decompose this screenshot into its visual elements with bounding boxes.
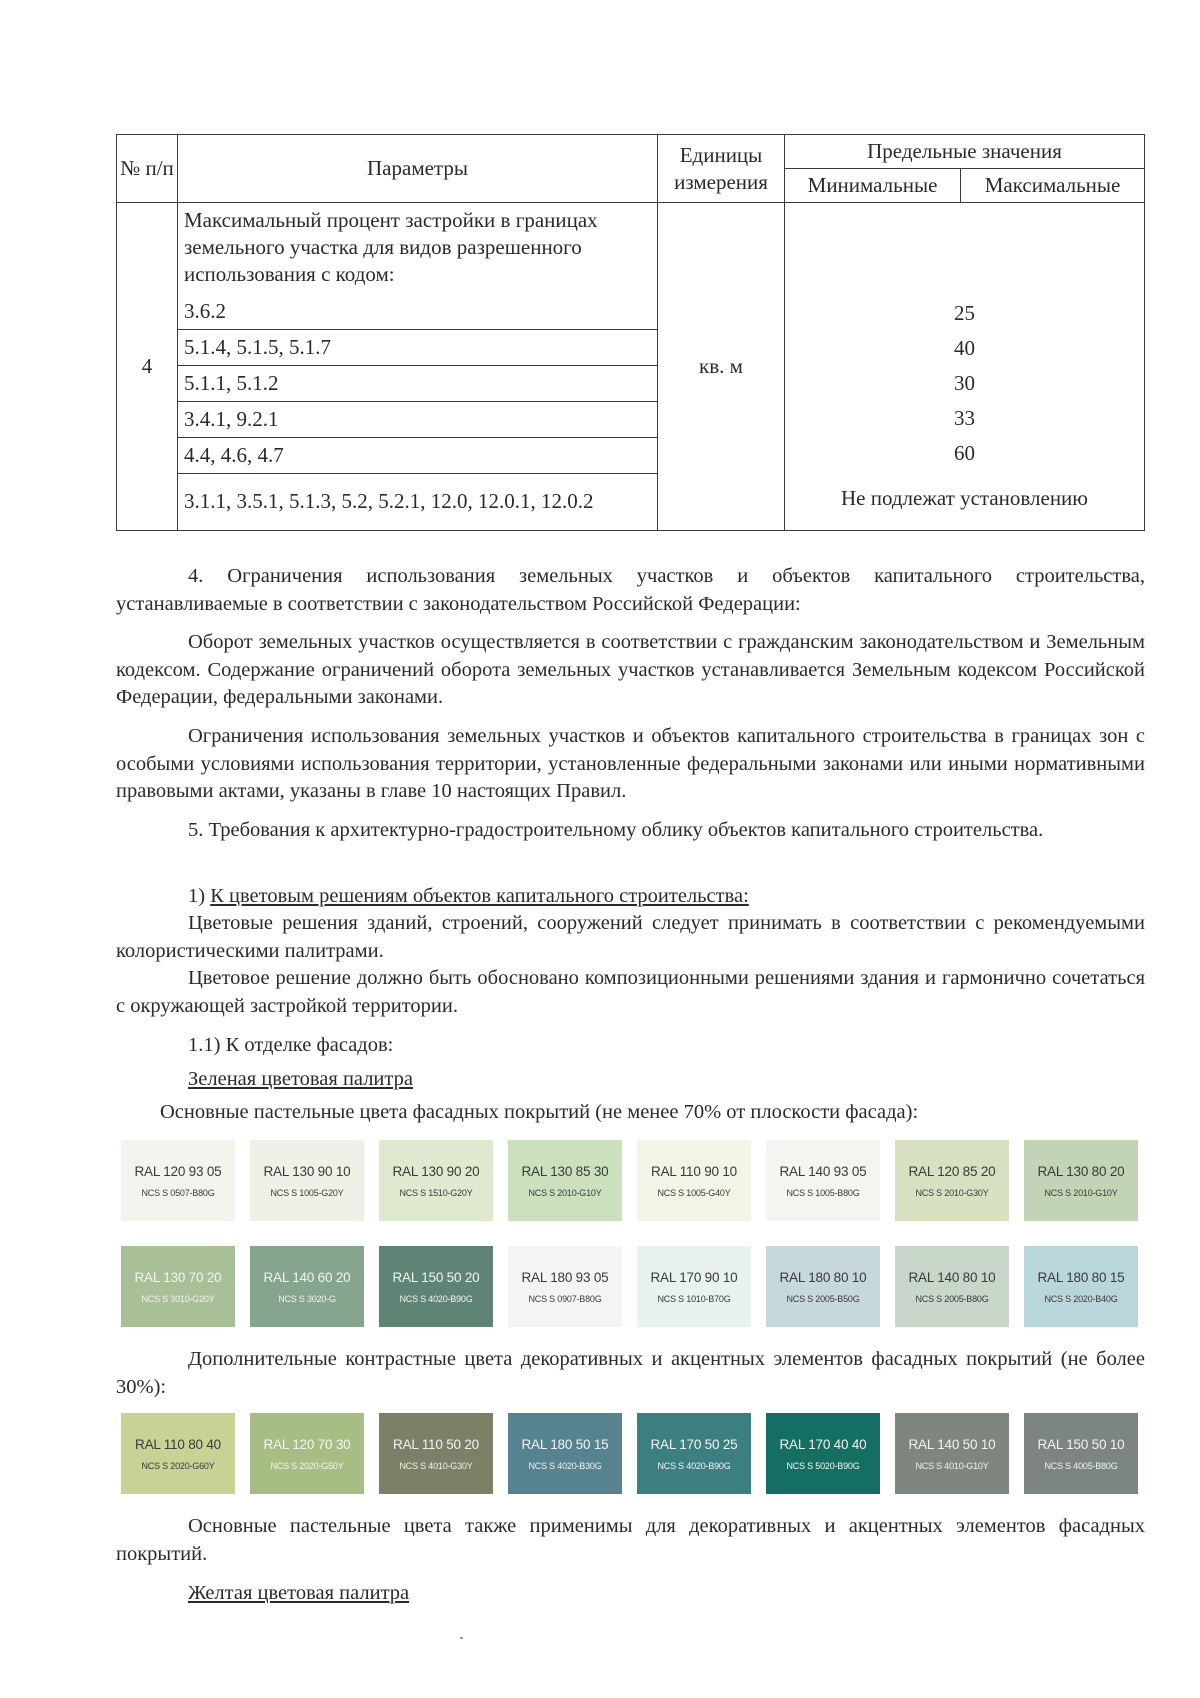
swatch-ral-code: RAL 170 50 25: [650, 1436, 738, 1452]
color-swatch: [121, 1140, 235, 1221]
main-colors-caption: Основные пастельные цвета фасадных покрытий (не менее 70% от плоскости фасада):: [160, 1101, 919, 1123]
swatch-ncs-code: NCS S 0507-B80G: [141, 1187, 215, 1198]
swatch-ral-code: RAL 110 50 20: [393, 1436, 479, 1452]
paragraph-requirements-heading: 5. Требования к архитектурно-градостроительному облику объектов капитального строительства.: [188, 819, 1044, 841]
row-value: 60: [954, 440, 975, 465]
paragraph-color-justification: Цветовое решение должно быть обосновано композиционными решениями здания и гармонично сочетаться с окружающей застройкой территории.: [116, 967, 1145, 1017]
color-swatch: [121, 1246, 235, 1327]
paragraph-land-turnover: Оборот земельных участков осуществляется в соответствии с гражданским законодательством и Земельным кодексом. Содержание ограничений оборота земельных участков устанавливается Земельным кодексом Российской Федерации, федеральными законами.: [116, 631, 1145, 708]
color-swatch: [895, 1140, 1009, 1221]
paragraph-special-zones: Ограничения использования земельных участков и объектов капитального строительства в границах зон с особыми условиями использования территории, установленные федеральными законами или иными нормативными правовыми актами, указаны в главе 10 настоящих Правил.: [116, 725, 1145, 802]
paragraph-restrictions-heading: 4. Ограничения использования земельных участков и объектов капитального строительства, устанавливаемые в соответствии с законодательством Российской Федерации:: [116, 565, 1145, 615]
color-swatch: [637, 1140, 751, 1221]
swatch-ral-code: RAL 180 80 10: [779, 1269, 867, 1285]
swatch-ral-code: RAL 180 93 05: [521, 1269, 609, 1285]
color-swatch: [766, 1140, 880, 1221]
color-swatch: [379, 1246, 493, 1327]
swatch-ncs-code: NCS S 2010-G10Y: [1044, 1187, 1118, 1198]
color-swatch: [1024, 1140, 1138, 1221]
row-codes: 3.6.2: [184, 299, 226, 323]
color-swatch: [508, 1246, 622, 1327]
row-codes: 3.1.1, 3.5.1, 5.1.3, 5.2, 5.2.1, 12.0, 12.0.1, 12.0.2: [178, 473, 657, 528]
swatch-ncs-code: NCS S 2005-B50G: [786, 1293, 860, 1304]
swatch-ncs-code: NCS S 5020-B90G: [786, 1460, 860, 1471]
swatch-ral-code: RAL 130 90 10: [263, 1163, 351, 1179]
green-palette-heading: [116, 1066, 1145, 1094]
color-swatch: [1024, 1246, 1138, 1327]
row-codes: 5.1.4, 5.1.5, 5.1.7: [178, 329, 657, 365]
swatch-ncs-code: NCS S 0907-B80G: [528, 1293, 602, 1304]
color-solutions-prefix: 1): [188, 885, 211, 907]
table-header-row: [117, 135, 1145, 169]
swatch-ral-code: RAL 180 80 15: [1037, 1269, 1125, 1285]
row-unit: кв. м: [658, 203, 785, 531]
green-palette-title: Зеленая цветовая палитра: [188, 1068, 413, 1090]
table-row: [117, 203, 1145, 531]
facade-finishing-heading: 1.1) К отделке фасадов:: [188, 1034, 394, 1056]
swatch-ncs-code: NCS S 2005-B80G: [915, 1293, 989, 1304]
yellow-palette-title: Желтая цветовая палитра: [188, 1582, 410, 1604]
row-value: 40: [954, 335, 975, 360]
extra-colors-row: [121, 1413, 1138, 1494]
header-min: Минимальные: [785, 169, 961, 203]
color-swatch: [250, 1140, 364, 1221]
main-colors-row-2: [121, 1246, 1138, 1327]
swatch-ral-code: RAL 140 60 20: [263, 1269, 351, 1285]
swatch-ral-code: RAL 110 90 10: [651, 1163, 737, 1179]
color-solutions-heading: К цветовым решениям объектов капитального строительства:: [210, 885, 749, 907]
swatch-ncs-code: NCS S 4020-B90G: [399, 1293, 473, 1304]
color-swatch: [895, 1413, 1009, 1494]
header-number: № п/п: [117, 135, 178, 203]
row-number: 4: [117, 203, 178, 531]
swatch-ncs-code: NCS S 1005-G20Y: [270, 1187, 344, 1198]
swatch-ncs-code: NCS S 4010-G30Y: [399, 1460, 473, 1471]
swatch-ral-code: RAL 170 90 10: [650, 1269, 738, 1285]
swatch-ral-code: RAL 150 50 10: [1037, 1436, 1125, 1452]
swatch-ncs-code: NCS S 2020-G50Y: [270, 1460, 344, 1471]
page-mark: [460, 1637, 463, 1639]
swatch-ncs-code: NCS S 1005-B80G: [786, 1187, 860, 1198]
color-swatch: [250, 1413, 364, 1494]
swatch-ral-code: RAL 170 40 40: [779, 1436, 867, 1452]
swatch-ncs-code: NCS S 1010-B70G: [657, 1293, 731, 1304]
row-parameters: [178, 203, 658, 531]
row-codes: 3.4.1, 9.2.1: [178, 401, 657, 437]
swatch-ncs-code: NCS S 4005-B80G: [1044, 1460, 1118, 1471]
color-swatch: [508, 1140, 622, 1221]
row-codes: 4.4, 4.6, 4.7: [178, 437, 657, 473]
row-intro: Максимальный процент застройки в границах земельного участка для видов разрешенного использования с кодом:: [184, 208, 598, 286]
swatch-ncs-code: NCS S 1510-G20Y: [399, 1187, 473, 1198]
swatch-ral-code: RAL 110 80 40: [135, 1436, 221, 1452]
header-parameters: Параметры: [178, 135, 658, 203]
swatch-ral-code: RAL 180 50 15: [521, 1436, 609, 1452]
color-swatch: [379, 1140, 493, 1221]
paragraph-color-solutions: [116, 883, 1145, 911]
swatch-ral-code: RAL 150 50 20: [392, 1269, 480, 1285]
swatch-ral-code: RAL 130 80 20: [1037, 1163, 1125, 1179]
color-swatch: [121, 1413, 235, 1494]
swatch-ncs-code: NCS S 2010-G10Y: [528, 1187, 602, 1198]
swatch-ncs-code: NCS S 3010-G20Y: [141, 1293, 215, 1304]
row-codes: 5.1.1, 5.1.2: [178, 365, 657, 401]
swatch-ral-code: RAL 140 50 10: [908, 1436, 996, 1452]
swatch-ncs-code: NCS S 2010-G30Y: [915, 1187, 989, 1198]
color-swatch: [637, 1413, 751, 1494]
swatch-ral-code: RAL 130 85 30: [521, 1163, 609, 1179]
swatch-ral-code: RAL 130 70 20: [134, 1269, 222, 1285]
paragraph-color-palettes: Цветовые решения зданий, строений, сооружений следует принимать в соответствии с рекомендуемыми колористическими палитрами.: [116, 912, 1145, 962]
color-swatch: [766, 1246, 880, 1327]
swatch-ncs-code: NCS S 2020-B40G: [1044, 1293, 1118, 1304]
color-swatch: [637, 1246, 751, 1327]
swatch-ral-code: RAL 120 93 05: [134, 1163, 222, 1179]
swatch-ral-code: RAL 140 93 05: [779, 1163, 867, 1179]
color-swatch: [1024, 1413, 1138, 1494]
header-max: Максимальные: [961, 169, 1145, 203]
color-swatch: [895, 1246, 1009, 1327]
swatch-ncs-code: NCS S 4020-B30G: [528, 1460, 602, 1471]
paragraph-pastel-note: Основные пастельные цвета также применимы для декоративных и акцентных элементов фасадных покрытий.: [116, 1515, 1145, 1565]
swatch-ncs-code: NCS S 2020-G60Y: [141, 1460, 215, 1471]
color-swatch: [250, 1246, 364, 1327]
swatch-ral-code: RAL 140 80 10: [908, 1269, 996, 1285]
header-limit-values: Предельные значения: [785, 135, 1145, 169]
color-swatch: [508, 1413, 622, 1494]
swatch-ncs-code: NCS S 3020-G: [278, 1293, 336, 1304]
extra-colors-caption: Дополнительные контрастные цвета декоративных и акцентных элементов фасадных покрытий (не более 30%):: [116, 1348, 1145, 1398]
row-value: 25: [954, 300, 975, 325]
swatch-ncs-code: NCS S 1005-G40Y: [657, 1187, 731, 1198]
yellow-palette-heading: [116, 1580, 1145, 1608]
main-colors-row-1: [121, 1140, 1138, 1221]
swatch-ncs-code: NCS S 4010-G10Y: [915, 1460, 989, 1471]
header-units: Единицы измерения: [658, 135, 785, 203]
row-value: 30: [954, 370, 975, 395]
row-value: 33: [954, 405, 975, 430]
parameters-table: [116, 134, 1145, 531]
row-value: Не подлежат установлению: [841, 486, 1088, 510]
row-values: [785, 203, 1145, 531]
swatch-ral-code: RAL 130 90 20: [392, 1163, 480, 1179]
swatch-ral-code: RAL 120 85 20: [908, 1163, 996, 1179]
swatch-ncs-code: NCS S 4020-B90G: [657, 1460, 731, 1471]
swatch-ral-code: RAL 120 70 30: [263, 1436, 351, 1452]
color-swatch: [379, 1413, 493, 1494]
color-swatch: [766, 1413, 880, 1494]
